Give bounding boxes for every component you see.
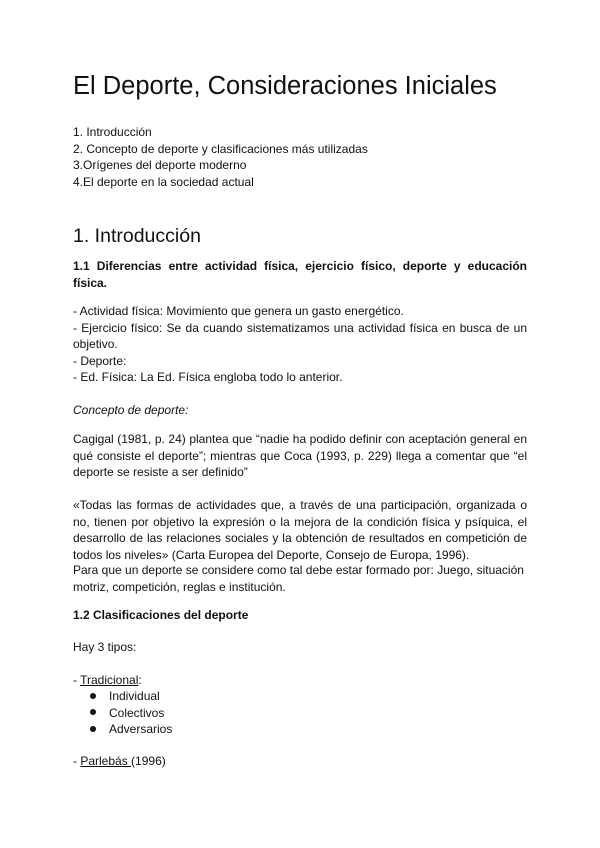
bullet-icon <box>90 709 96 715</box>
list-item <box>73 705 172 722</box>
list-item <box>73 721 172 738</box>
list-item-label: Colectivos <box>109 705 165 720</box>
subsection-heading-clasificaciones: 1.2 Clasificaciones del deporte <box>73 608 249 622</box>
dash-prefix: - <box>73 754 81 768</box>
colon: : <box>138 673 142 687</box>
list-item-label: Individual <box>109 689 160 703</box>
document-title: El Deporte, Consideraciones Iniciales <box>73 72 497 100</box>
definitions-list <box>73 303 527 386</box>
definition-item: - Deporte: <box>73 353 127 368</box>
tradicional-bullet-list <box>73 688 172 738</box>
dash-prefix: - <box>73 673 81 687</box>
list-item-label: Adversarios <box>109 722 173 736</box>
toc-item: 2. Concepto de deporte y clasificaciones más utilizadas <box>73 141 368 156</box>
definition-item: - Ed. Física: La Ed. Física engloba todo lo anterior. <box>73 370 343 384</box>
carta-europea-paragraph: «Todas las formas de actividades que, a través de una participación, organizada o no, tienen por objetivo la expresión o la mejora de la condición física y psíquica, el desarrollo de las relaciones sociales y la obtención de resultados en competición de todos los niveles» (Carta Europea del Deporte, Consejo de Europa, 1996). <box>73 498 527 562</box>
tipos-intro: Hay 3 tipos: <box>73 640 137 654</box>
bullet-icon <box>90 726 96 732</box>
definition-item: - Ejercicio físico: Se da cuando sistematizamos una actividad física en busca de un objetivo. <box>73 320 527 351</box>
subsection-heading-diferencias: 1.1 Diferencias entre actividad física, ejercicio físico, deporte y educación física. <box>73 259 527 290</box>
section-heading-introduccion: 1. Introducción <box>73 225 201 247</box>
table-of-contents <box>73 124 368 190</box>
parlebas-label: Parlebás <box>80 754 132 768</box>
cagigal-paragraph: Cagigal (1981, p. 24) plantea que “nadie ha podido definir con aceptación general en qué consiste el deporte”; mientras que Coca (1993, p. 229) llega a comentar que “el deporte se resiste a ser definido” <box>73 432 527 479</box>
toc-item: 1. Introducción <box>73 125 152 139</box>
tradicional-line <box>73 672 527 689</box>
bullet-icon <box>90 693 96 699</box>
parlebas-year: (1996) <box>131 754 166 768</box>
list-item <box>73 688 172 705</box>
toc-item: 4.El deporte en la sociedad actual <box>73 174 254 189</box>
parlebas-line <box>73 753 527 770</box>
concept-label: Concepto de deporte: <box>73 403 189 417</box>
tradicional-label: Tradicional <box>80 673 139 687</box>
toc-item: 3.Orígenes del deporte moderno <box>73 158 247 172</box>
definition-item: - Actividad física: Movimiento que genera un gasto energético. <box>73 304 404 318</box>
deporte-elements-paragraph: Para que un deporte se considere como tal debe estar formado por: Juego, situación motriz, competición, reglas e institución. <box>73 563 524 594</box>
